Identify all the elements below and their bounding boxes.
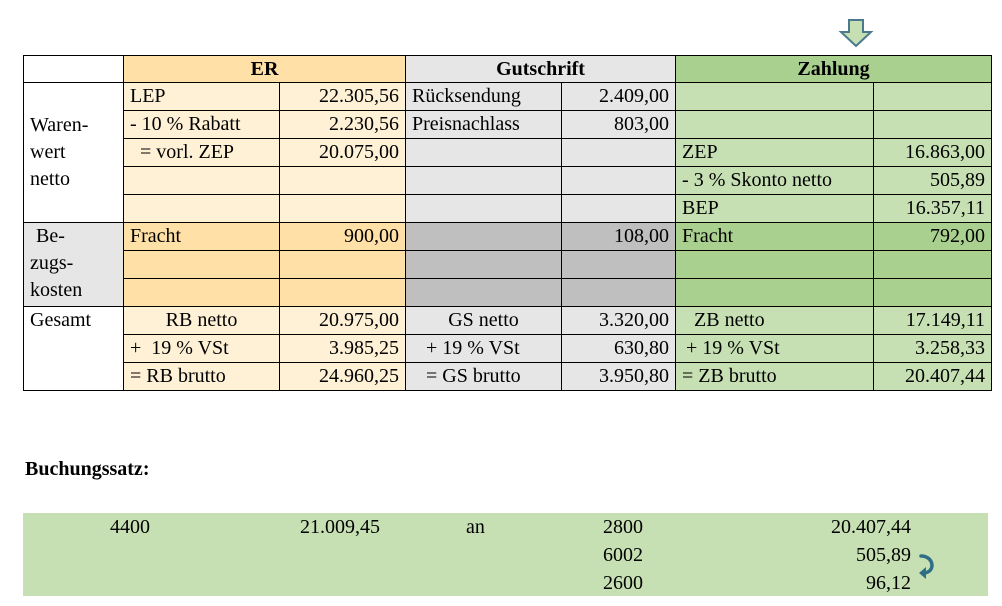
gs-value [562, 139, 676, 167]
header-er: ER [124, 56, 406, 83]
er-value: 3.985,25 [280, 335, 406, 363]
er-label: RB netto [124, 307, 280, 335]
buchungssatz-title: Buchungssatz: [25, 458, 150, 480]
z-label [676, 111, 874, 139]
z-label: Fracht [676, 223, 874, 251]
empty-cell [406, 251, 562, 279]
gs-value: 108,00 [562, 223, 676, 251]
connector-an: an [466, 516, 485, 538]
gs-value [562, 195, 676, 223]
header-row [24, 56, 992, 83]
gs-label [406, 195, 562, 223]
down-arrow-icon [838, 18, 874, 48]
table-row [24, 223, 992, 251]
z-value: 16.357,11 [874, 195, 992, 223]
side-label-line: kosten [30, 279, 83, 301]
gs-label: = GS brutto [406, 363, 562, 391]
z-label: + 19 % VSt [676, 335, 874, 363]
table-row [24, 83, 992, 111]
side-label-line: netto [30, 168, 70, 190]
z-value: 505,89 [874, 167, 992, 195]
table-row [24, 251, 992, 279]
z-value: 20.407,44 [874, 363, 992, 391]
curved-arrow-icon [916, 550, 940, 580]
er-label: = vorl. ZEP [124, 139, 280, 167]
z-label [676, 83, 874, 111]
side-label-bezugskosten [24, 223, 124, 307]
z-label: ZB netto [676, 307, 874, 335]
er-value: 20.975,00 [280, 307, 406, 335]
empty-cell [280, 279, 406, 307]
gs-label [406, 139, 562, 167]
z-label: ZEP [676, 139, 874, 167]
credit-account: 2600 [603, 572, 643, 594]
z-value: 3.258,33 [874, 335, 992, 363]
er-label: LEP [124, 83, 280, 111]
gs-value: 3.950,80 [562, 363, 676, 391]
gs-value: 630,80 [562, 335, 676, 363]
z-label: BEP [676, 195, 874, 223]
gs-value [562, 167, 676, 195]
z-value: 17.149,11 [874, 307, 992, 335]
z-value [874, 83, 992, 111]
empty-cell [676, 279, 874, 307]
credit-account: 6002 [603, 544, 643, 566]
header-zahlung: Zahlung [676, 56, 992, 83]
gs-value: 3.320,00 [562, 307, 676, 335]
side-label-line: Gesamt [30, 309, 92, 331]
gs-label [406, 223, 562, 251]
er-label: - 10 % Rabatt [124, 111, 280, 139]
er-value: 20.075,00 [280, 139, 406, 167]
empty-cell [676, 251, 874, 279]
table-row [24, 195, 992, 223]
credit-amount: 96,12 [866, 572, 911, 594]
credit-account: 2800 [603, 516, 643, 538]
er-value [280, 167, 406, 195]
er-label: + 19 % VSt [124, 335, 280, 363]
header-gutschrift: Gutschrift [406, 56, 676, 83]
gs-label: Rücksendung [406, 83, 562, 111]
credit-amount: 20.407,44 [831, 516, 911, 538]
er-value: 22.305,56 [280, 83, 406, 111]
table-row [24, 139, 992, 167]
side-label-gesamt [24, 307, 124, 391]
z-value: 16.863,00 [874, 139, 992, 167]
side-label-line: zugs- [30, 252, 74, 274]
header-corner [24, 56, 124, 83]
empty-cell [562, 279, 676, 307]
empty-cell [124, 279, 280, 307]
empty-cell [562, 251, 676, 279]
journal-entry [23, 513, 988, 596]
gs-value: 803,00 [562, 111, 676, 139]
er-label [124, 167, 280, 195]
gs-label: + 19 % VSt [406, 335, 562, 363]
er-label [124, 195, 280, 223]
empty-cell [874, 251, 992, 279]
er-value: 24.960,25 [280, 363, 406, 391]
z-value: 792,00 [874, 223, 992, 251]
er-value [280, 195, 406, 223]
gs-label: GS netto [406, 307, 562, 335]
side-label-line: wert [30, 141, 66, 163]
side-label-warenwert [24, 83, 124, 223]
table-row [24, 363, 992, 391]
empty-cell [406, 279, 562, 307]
calculation-table [23, 55, 992, 391]
debit-amount: 21.009,45 [300, 516, 380, 538]
z-label: - 3 % Skonto netto [676, 167, 874, 195]
er-label: = RB brutto [124, 363, 280, 391]
table-row [24, 279, 992, 307]
empty-cell [280, 251, 406, 279]
er-label: Fracht [124, 223, 280, 251]
table-row [24, 167, 992, 195]
z-value [874, 111, 992, 139]
side-label-line: Waren- [30, 114, 89, 136]
empty-cell [124, 251, 280, 279]
er-value: 900,00 [280, 223, 406, 251]
empty-cell [874, 279, 992, 307]
gs-label: Preisnachlass [406, 111, 562, 139]
gs-value: 2.409,00 [562, 83, 676, 111]
er-value: 2.230,56 [280, 111, 406, 139]
debit-account: 4400 [110, 516, 150, 538]
side-label-line: Be- [36, 225, 65, 247]
gs-label [406, 167, 562, 195]
z-label: = ZB brutto [676, 363, 874, 391]
table-row [24, 111, 992, 139]
table-row [24, 335, 992, 363]
table-row [24, 307, 992, 335]
credit-amount: 505,89 [856, 544, 911, 566]
